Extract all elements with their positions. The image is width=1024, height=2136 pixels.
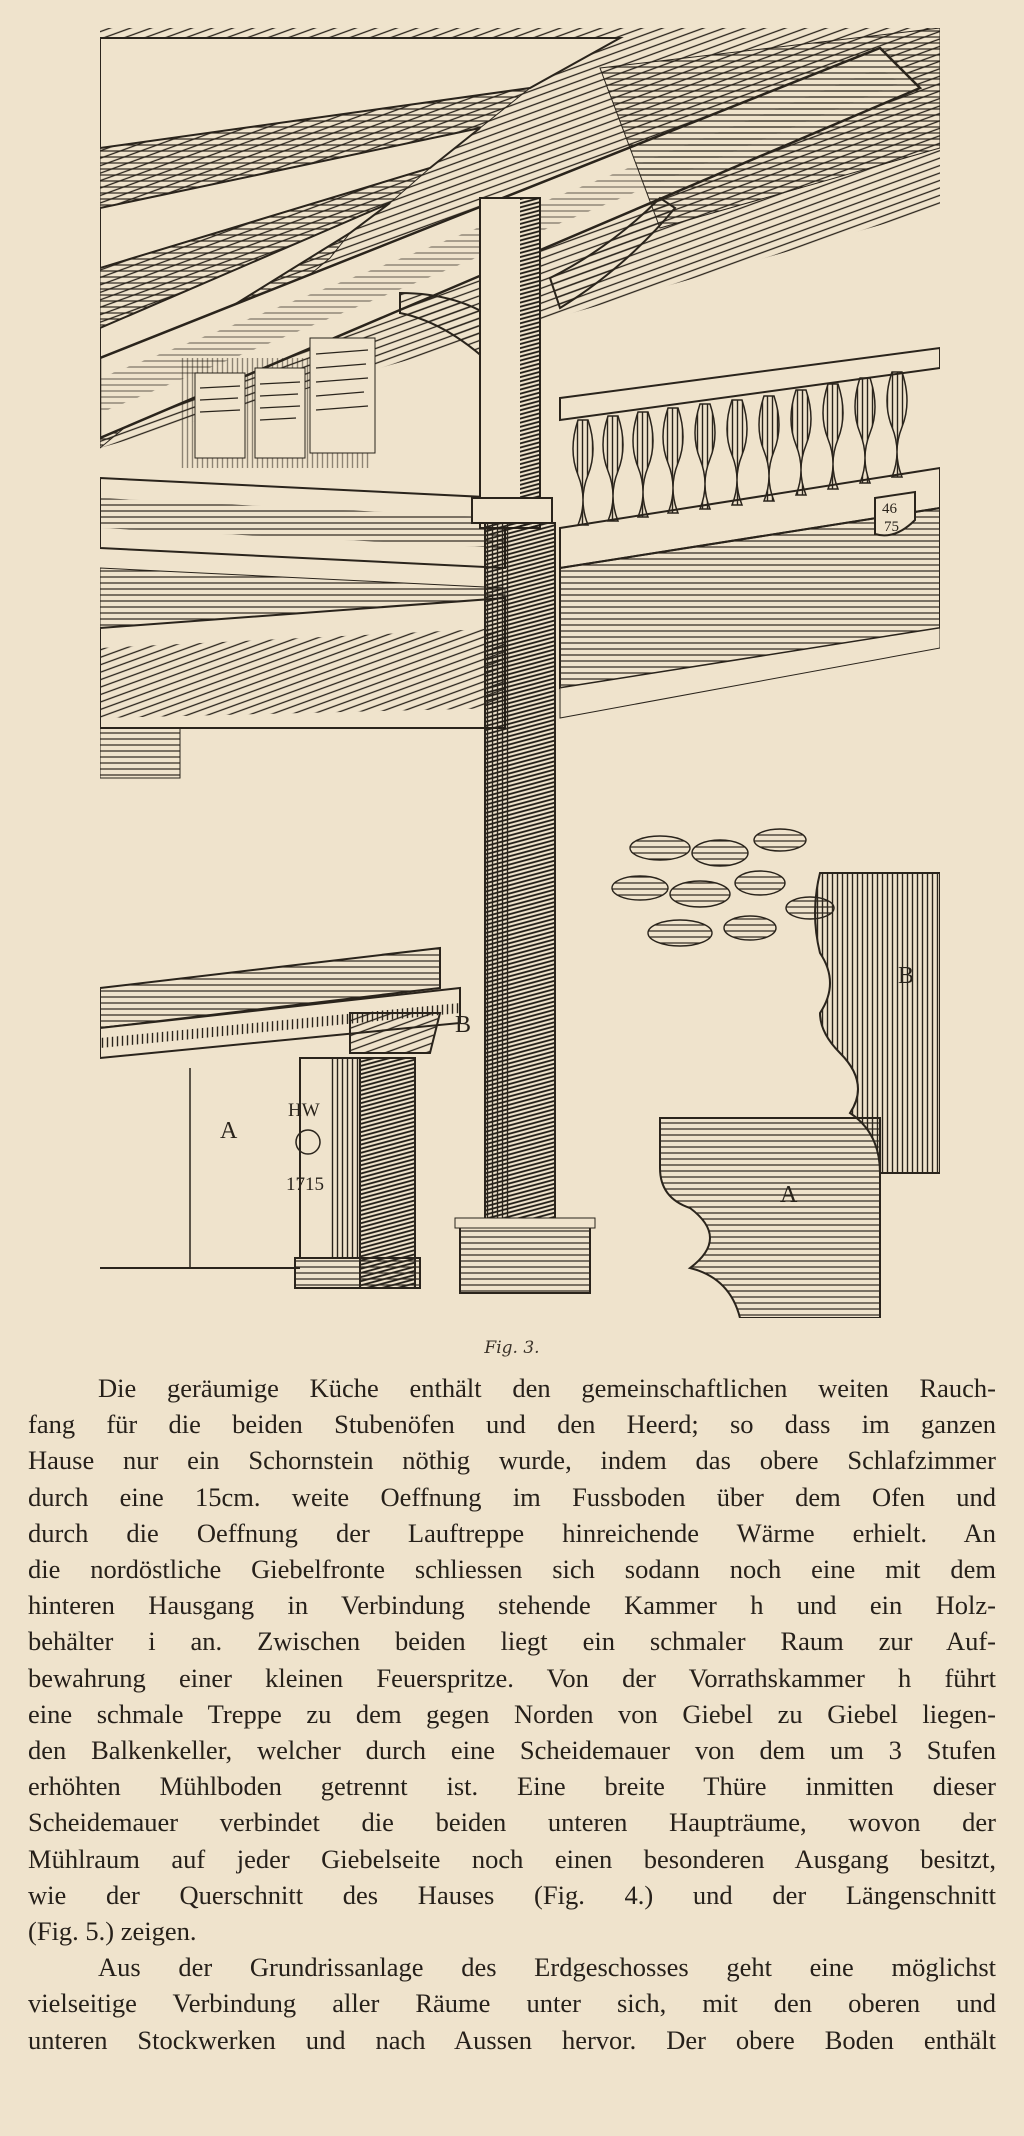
text-line: wie der Querschnitt des Hauses (Fig. 4.) und der Längenschnitt xyxy=(28,1879,996,1910)
shield-top-number: 46 xyxy=(882,501,897,517)
figure-caption: Fig. 3. xyxy=(484,1338,540,1358)
text-line: Scheidemauer verbindet die beiden unteren Haupträume, wovon der xyxy=(28,1807,996,1838)
text-line: behälter i an. Zwischen beiden liegt ein schmaler Raum zur Auf- xyxy=(28,1626,996,1657)
engraving-illustration xyxy=(100,28,940,1318)
balustrade xyxy=(560,348,940,718)
stone-wall xyxy=(612,829,834,946)
text-line: (Fig. 5.) zeigen. xyxy=(28,1916,197,1947)
text-line: Hause nur ein Schornstein nöthig wurde, indem das obere Schlafzimmer xyxy=(28,1445,996,1476)
label-b-left: B xyxy=(455,1012,472,1038)
text-line: Mühlraum auf jeder Giebelseite noch einen besonderen Ausgang besitzt, xyxy=(28,1843,996,1874)
column-initials: HW xyxy=(288,1100,320,1121)
text-line: durch eine 15cm. weite Oeffnung im Fussboden über dem Ofen und xyxy=(28,1481,996,1512)
text-line: Aus der Grundrissanlage des Erdgeschosses geht eine möglichst xyxy=(98,1952,996,1983)
sill-beam-detail xyxy=(100,948,460,1288)
text-line: durch die Oeffnung der Lauftreppe hinreichende Wärme erhielt. An xyxy=(28,1517,996,1548)
text-line: unteren Stockwerken und nach Aussen hervor. Der obere Boden enthält xyxy=(28,2024,996,2055)
text-line: die nordöstliche Giebelfronte schliessen sich sodann noch eine mit dem xyxy=(28,1554,996,1585)
shield-bottom-number: 75 xyxy=(884,519,899,535)
label-a-right: A xyxy=(780,1182,798,1208)
text-line: hinteren Hausgang in Verbindung stehende Kammer h und ein Holz- xyxy=(28,1590,996,1621)
body-text xyxy=(28,1370,996,2058)
gallery-floor-left xyxy=(100,478,505,778)
label-a-left: A xyxy=(220,1118,238,1144)
text-line: erhöhten Mühlboden getrennt ist. Eine breite Thüre inmitten dieser xyxy=(28,1771,996,1802)
text-line: Die geräumige Küche enthält den gemeinschaftlichen weiten Rauch- xyxy=(98,1373,996,1403)
text-line: eine schmale Treppe zu dem gegen Norden von Giebel zu Giebel liegen- xyxy=(28,1698,996,1729)
label-b-right: B xyxy=(898,963,915,989)
text-line: fang für die beiden Stubenöfen und den Heerd; so dass im ganzen xyxy=(28,1409,996,1440)
paragraph-2 xyxy=(28,1949,996,2058)
column-year: 1715 xyxy=(286,1174,324,1195)
text-line: den Balkenkeller, welcher durch eine Scheidemauer von dem um 3 Stufen xyxy=(28,1735,996,1766)
central-post xyxy=(400,198,675,1293)
paragraph-1 xyxy=(28,1370,996,1949)
text-line: bewahrung einer kleinen Feuerspritze. Von der Vorrathskammer h führt xyxy=(28,1662,996,1693)
text-line: vielseitige Verbindung aller Räume unter sich, mit den oberen und xyxy=(28,1988,996,2019)
